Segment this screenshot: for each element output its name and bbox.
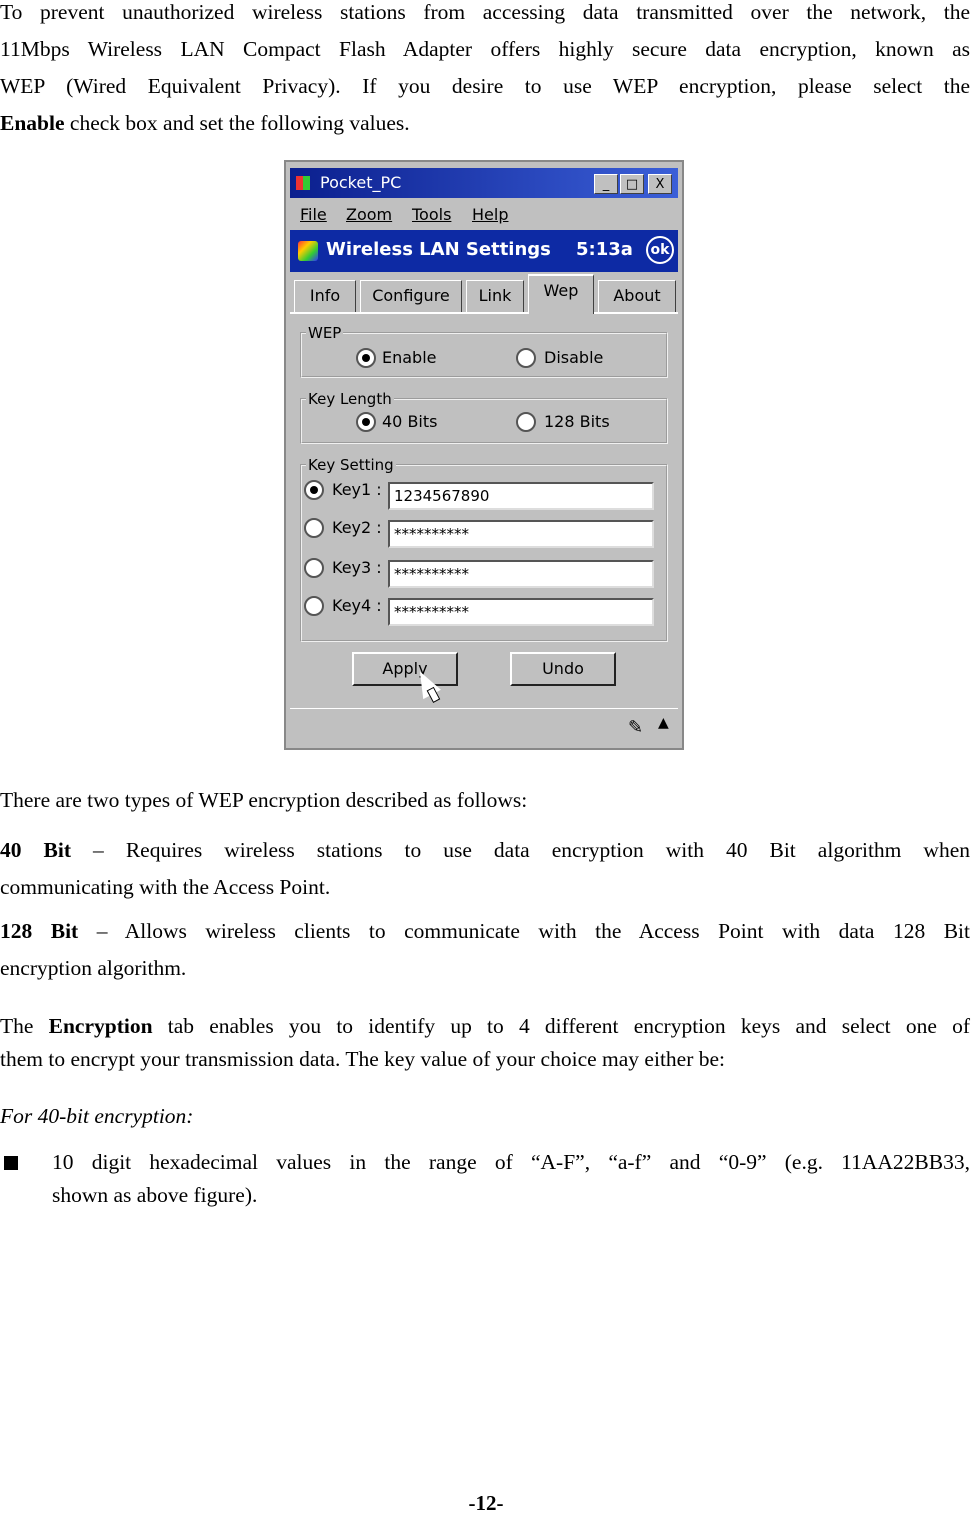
bullet-icon (4, 1156, 18, 1170)
intro-line-2: 11Mbps Wireless LAN Compact Flash Adapter offers highly secure data encryption, known as (0, 37, 970, 61)
menu-tools[interactable]: Tools (412, 205, 452, 224)
pen-input-icon[interactable]: ✎ (628, 717, 644, 738)
intro-paragraph (0, 0, 970, 142)
enc-pre: The (0, 1014, 49, 1038)
bullet-line-1: 10 digit hexadecimal values in the range of “A-F”, “a-f” and “0-9” (e.g. 11AA22BB33, (52, 1150, 970, 1174)
40-bits-label: 40 Bits (382, 412, 438, 431)
types-intro: There are two types of WEP encryption described as follows: (0, 788, 528, 812)
encryption-paragraph (0, 1010, 970, 1076)
enc-line-1-rest: tab enables you to identify up to 4 different encryption keys and select one of (152, 1014, 970, 1038)
menu-bar (290, 200, 678, 230)
intro-line-1: To prevent unauthorized wireless stations from accessing data transmitted over the network, the (0, 0, 970, 24)
settings-panel (290, 272, 678, 704)
bit128-term: 128 Bit (0, 919, 79, 943)
key4-input[interactable]: ********** (388, 598, 654, 626)
intro-line-3: WEP (Wired Equivalent Privacy). If you desire to use WEP encryption, please select the (0, 74, 970, 98)
key1-input[interactable]: 1234567890 (388, 482, 654, 510)
bit128-line-2: encryption algorithm. (0, 956, 187, 980)
window-title: Pocket_PC (320, 173, 402, 192)
enable-term: Enable (0, 111, 65, 135)
key3-radio[interactable] (304, 558, 324, 578)
bit40-line-2: communicating with the Access Point. (0, 875, 331, 899)
status-bar (290, 708, 678, 745)
tab-link[interactable]: Link (466, 280, 524, 312)
tab-baseline (290, 312, 678, 314)
bit128-paragraph (0, 913, 970, 987)
tab-configure[interactable]: Configure (360, 280, 462, 312)
clock: 5:13a (576, 239, 633, 260)
enable-label: Enable (382, 348, 437, 367)
bit40-term: 40 Bit (0, 838, 72, 862)
bit128-line-1 (0, 913, 970, 950)
close-button[interactable]: X (648, 174, 672, 194)
menu-file[interactable]: File (300, 205, 327, 224)
pocket-pc-screenshot (284, 160, 684, 750)
key-length-group (300, 390, 668, 444)
key2-input[interactable]: ********** (388, 520, 654, 548)
windows-logo-icon (296, 176, 310, 190)
intro-line-4-rest: check box and set the following values. (64, 111, 410, 135)
disable-label: Disable (544, 348, 604, 367)
key2-label: Key2 : (332, 518, 382, 537)
wep-group (300, 324, 668, 378)
128-bits-radio[interactable] (516, 412, 536, 432)
app-header (290, 230, 678, 272)
disable-radio[interactable] (516, 348, 536, 368)
128-bits-label: 128 Bits (544, 412, 610, 431)
key4-label: Key4 : (332, 596, 382, 615)
key-setting-legend: Key Setting (308, 456, 394, 474)
tab-wep[interactable]: Wep (528, 274, 594, 314)
tab-about[interactable]: About (598, 280, 676, 312)
bullet-item-1 (0, 1146, 970, 1212)
bit128-desc: – Allows wireless clients to communicate with the Access Point with data 128 Bit (78, 919, 970, 943)
page-number: -12- (468, 1491, 504, 1515)
menu-zoom[interactable]: Zoom (346, 205, 393, 224)
key1-label: Key1 : (332, 480, 382, 499)
for40-heading: For 40-bit encryption: (0, 1104, 194, 1128)
enc-line-1 (0, 1010, 970, 1043)
encryption-term: Encryption (48, 1014, 153, 1038)
maximize-button[interactable]: □ (620, 174, 644, 194)
wlan-app-icon (298, 241, 318, 261)
40-bits-radio[interactable] (356, 412, 376, 432)
enable-radio[interactable] (356, 348, 376, 368)
bit40-paragraph (0, 832, 970, 906)
key-length-legend: Key Length (308, 390, 392, 408)
apply-button[interactable]: Apply (352, 652, 458, 686)
menu-help[interactable]: Help (472, 205, 509, 224)
ok-button[interactable]: ok (646, 236, 674, 264)
app-title: Wireless LAN Settings (326, 239, 551, 260)
key3-input[interactable]: ********** (388, 560, 654, 588)
key2-radio[interactable] (304, 518, 324, 538)
key3-label: Key3 : (332, 558, 382, 577)
undo-button[interactable]: Undo (510, 652, 616, 686)
bullet-line-2: shown as above figure). (52, 1183, 258, 1207)
wep-legend: WEP (308, 324, 342, 342)
bit40-desc: – Requires wireless stations to use data encryption with 40 Bit algorithm when (71, 838, 970, 862)
bit40-line-1 (0, 832, 970, 869)
key1-radio[interactable] (304, 480, 324, 500)
intro-line-4 (0, 105, 970, 142)
key4-radio[interactable] (304, 596, 324, 616)
minimize-button[interactable]: _ (594, 174, 618, 194)
up-arrow-icon[interactable]: ▲ (658, 715, 669, 731)
enc-line-2: them to encrypt your transmission data. The key value of your choice may either be: (0, 1047, 726, 1071)
tab-info[interactable]: Info (294, 280, 356, 312)
window-titlebar (290, 168, 678, 198)
